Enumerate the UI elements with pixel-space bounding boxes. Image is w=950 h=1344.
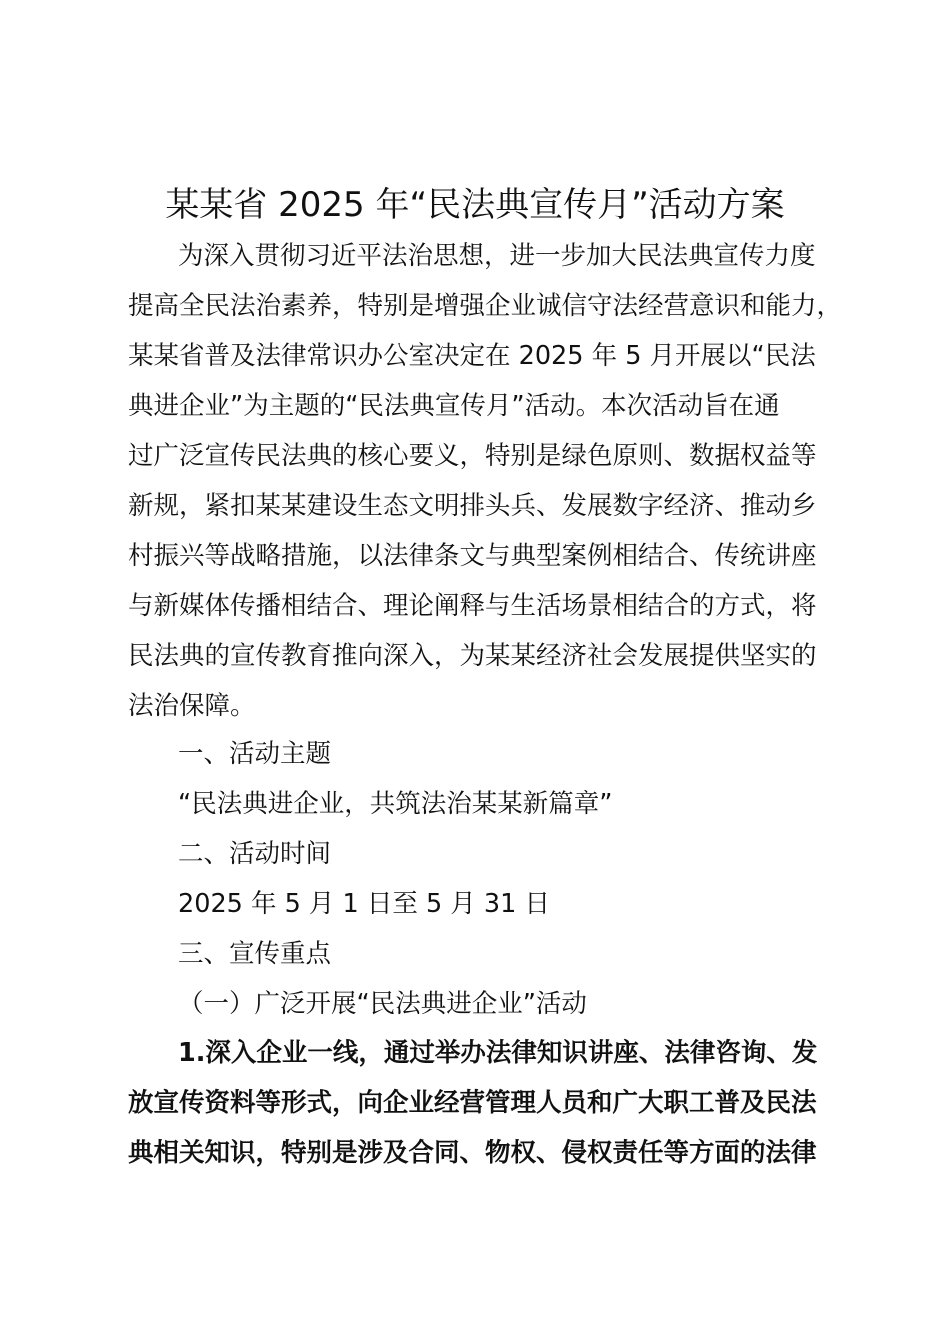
document-title: 某某省 2025 年“民法典宣传月”活动方案	[165, 185, 785, 225]
intro-line: 提高全民法治素养，特别是增强企业诚信守法经营意识和能力，	[128, 291, 843, 321]
subsection-heading: （一）广泛开展“民法典进企业”活动	[178, 989, 587, 1019]
intro-line: 为深入贯彻习近平法治思想，进一步加大民法典宣传力度	[178, 241, 816, 271]
intro-line: 典进企业”为主题的“民法典宣传月”活动。本次活动旨在通	[128, 391, 780, 421]
item-line: 1.深入企业一线，通过举办法律知识讲座、法律咨询、发	[178, 1038, 818, 1068]
intro-line: 法治保障。	[128, 691, 256, 721]
section-heading-theme: 一、活动主题	[178, 739, 332, 769]
intro-line: 与新媒体传播相结合、理论阐释与生活场景相结合的方式，将	[128, 591, 817, 621]
activity-dates: 2025 年 5 月 1 日至 5 月 31 日	[178, 889, 550, 919]
intro-line: 民法典的宣传教育推向深入，为某某经济社会发展提供坚实的	[128, 641, 817, 671]
intro-line: 过广泛宣传民法典的核心要义，特别是绿色原则、数据权益等	[128, 441, 817, 471]
intro-paragraph	[128, 231, 843, 731]
intro-line: 某某省普及法律常识办公室决定在 2025 年 5 月开展以“民法	[128, 341, 816, 371]
section-heading-time: 二、活动时间	[178, 839, 332, 869]
intro-line: 新规，紧扣某某建设生态文明排头兵、发展数字经济、推动乡	[128, 491, 817, 521]
item-1-paragraph	[128, 1028, 840, 1178]
intro-line: 村振兴等战略措施，以法律条文与典型案例相结合、传统讲座	[128, 541, 817, 571]
section-heading-focus: 三、宣传重点	[178, 939, 332, 969]
item-line: 典相关知识，特别是涉及合同、物权、侵权责任等方面的法律	[128, 1138, 817, 1168]
item-line: 放宣传资料等形式，向企业经营管理人员和广大职工普及民法	[128, 1088, 817, 1118]
theme-slogan: “民法典进企业，共筑法治某某新篇章”	[178, 789, 613, 819]
